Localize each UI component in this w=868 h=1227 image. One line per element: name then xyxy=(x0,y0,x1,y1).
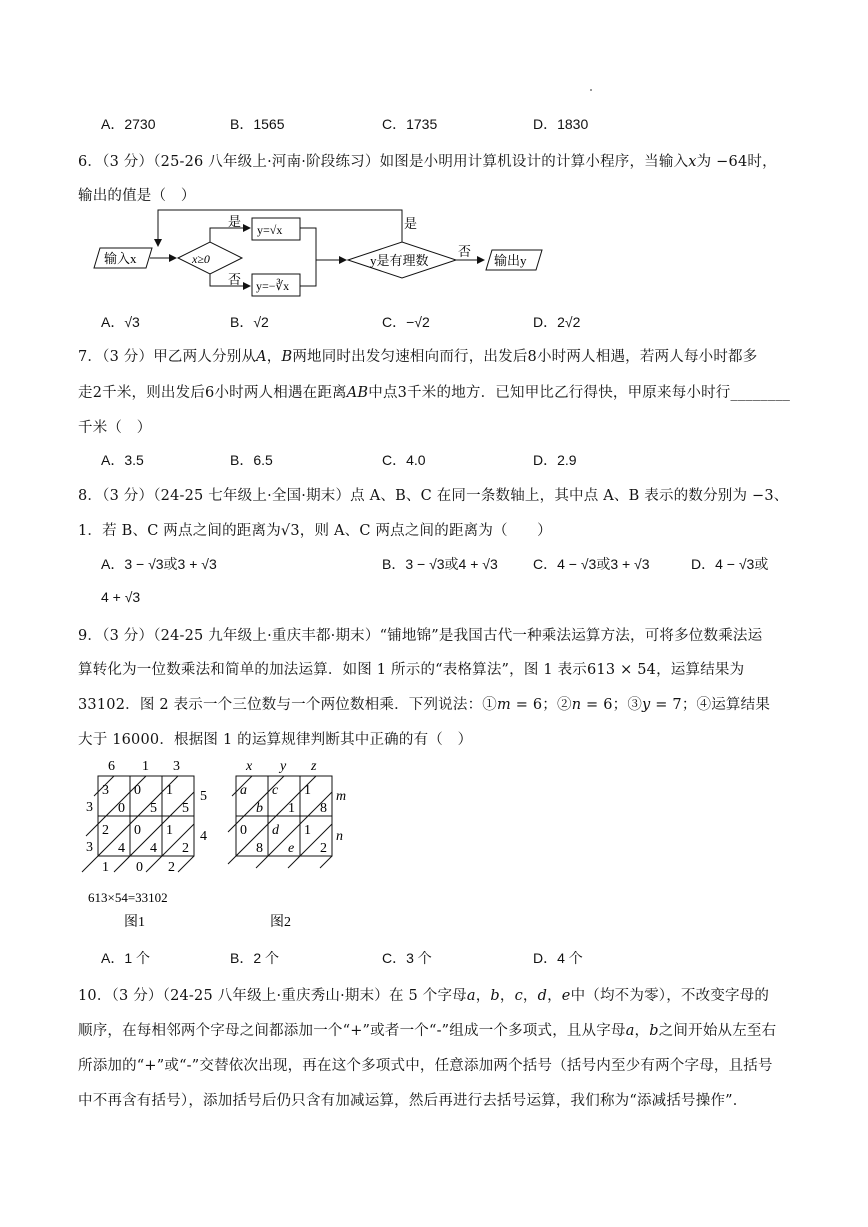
q9-text-line2: 算转化为一位数乘法和简单的加法运算．如图 1 所示的“表格算法”，图 1 表示613 × 54，运算结果为 xyxy=(78,662,745,678)
fig1-bottom-1: 1 xyxy=(102,860,109,875)
flow-cond2-label: y是有理数 xyxy=(370,253,429,268)
q10-text-line3: 所添加的“+”或“-”交替依次出现，再在这个多项式中，任意添加两个括号（括号内至少有两个字母，且括号 xyxy=(78,1058,773,1074)
q7-option-b[interactable]: B．6.5 xyxy=(230,452,273,468)
q7-text-line3: 千米（ ） xyxy=(78,420,152,436)
fig2-right-2: n xyxy=(336,829,343,844)
fig1-cell1-lo: 0 xyxy=(118,801,125,816)
q9-option-c[interactable]: C．3 个 xyxy=(382,950,432,966)
flow-no2-label: 否 xyxy=(458,244,472,259)
q5-option-d[interactable]: D．1830 xyxy=(533,116,589,132)
flow-no1-label: 否 xyxy=(228,272,242,287)
fig1-caption: 图1 xyxy=(124,915,145,930)
q9-option-a[interactable]: A．1 个 xyxy=(101,950,151,966)
q9-text-line4: 大于 16000．根据图 1 的运算规律判断其中正确的有（ ） xyxy=(78,732,473,748)
flow-yes2-label: 是 xyxy=(404,216,418,231)
flow-cond1-diamond xyxy=(178,242,242,274)
q9-option-b[interactable]: B．2 个 xyxy=(230,950,280,966)
fig1-right-1: 5 xyxy=(200,789,207,804)
fig2-cell6-hi: 1 xyxy=(304,823,311,838)
fig1-cell2-lo: 5 xyxy=(150,801,157,816)
q7-text-line1: 7．（3 分）甲乙两人分别从𝐴，𝐵两地同时出发匀速相向而行，出发后8小时两人相遇，若两人每小时都多 xyxy=(78,349,758,365)
fig1-cell3-lo: 5 xyxy=(182,801,189,816)
q6-option-b[interactable]: B．√2 xyxy=(230,314,269,330)
q8-text-line1: 8．（3 分）（24-25 七年级上·全国·期末）点 A、B、C 在同一条数轴上，其中点 A、B 表示的数分别为 −3、 xyxy=(78,488,789,504)
flow-input-label: 输入x xyxy=(104,251,137,266)
q9-figure2 xyxy=(226,756,366,936)
q9-figure1 xyxy=(80,756,220,936)
q8-text-line2: 1．若 B、C 两点之间的距离为√3，则 A、C 两点之间的距离为（ ） xyxy=(78,523,552,539)
fig2-cell4-hi: 0 xyxy=(240,823,247,838)
fig1-cell4-hi: 2 xyxy=(102,823,109,838)
q10-text-line1: 10．（3 分）（24-25 八年级上·重庆秀山·期末）在 5 个字母𝑎，𝑏，𝑐，𝑑，𝑒中（均不为零），不改变字母的 xyxy=(78,988,770,1004)
q8-option-b[interactable]: B．3 − √3或4 + √3 xyxy=(382,556,498,572)
q7-option-c[interactable]: C．4.0 xyxy=(382,452,426,468)
q8-option-c[interactable]: C．4 − √3或3 + √3 xyxy=(533,556,650,572)
fig2-cell1-hi: a xyxy=(240,783,247,798)
q8-option-d[interactable]: D．4 − √3或 xyxy=(691,556,769,572)
q6-option-c[interactable]: C．−√2 xyxy=(382,314,430,330)
fig1-cell6-hi: 1 xyxy=(166,823,173,838)
fig2-cell5-hi: d xyxy=(272,823,279,838)
fig2-cell3-hi: 1 xyxy=(304,783,311,798)
fig1-left-2: 3 xyxy=(86,840,93,855)
fig1-cell2-hi: 0 xyxy=(134,783,141,798)
fig2-cell2-lo: 1 xyxy=(288,801,295,816)
flow-output-label: 输出y xyxy=(494,253,527,268)
q5-option-a[interactable]: A．2730 xyxy=(101,116,156,132)
q6-text-line1: 6．（3 分）（25-26 八年级上·河南·阶段练习）如图是小明用计算机设计的计算小程序，当输入𝑥为 −64时， xyxy=(78,154,777,170)
fig1-bottom-2: 0 xyxy=(136,860,143,875)
fig2-right-1: m xyxy=(336,789,347,804)
q9-text-line3: 33102．图 2 表示一个三位数与一个两位数相乘．下列说法：①𝑚 = 6；②𝑛 = 6；③𝑦 = 7；④运算结果 xyxy=(78,697,771,713)
q8-option-d-cont: 4 + √3 xyxy=(101,589,141,605)
fig1-bottom-3: 2 xyxy=(168,860,175,875)
fig1-top-2: 1 xyxy=(142,759,149,774)
fig2-caption: 图2 xyxy=(270,915,291,930)
fig2-cell5-lo: e xyxy=(288,841,295,856)
fig2-top-3: z xyxy=(311,759,317,774)
fig2-cell6-lo: 2 xyxy=(320,841,327,856)
fig1-top-1: 6 xyxy=(108,759,115,774)
fig1-equation: 613×54=33102 xyxy=(88,890,168,905)
fig1-cell4-lo: 4 xyxy=(118,841,125,856)
fig2-top-1: x xyxy=(246,759,253,774)
flow-cbrt-label: y=−∛x xyxy=(256,279,290,293)
fig1-cell5-lo: 4 xyxy=(150,841,157,856)
fig1-cell1-hi: 3 xyxy=(102,783,109,798)
q10-text-line2: 顺序，在每相邻两个字母之间都添加一个“+”或者一个“-”组成一个多项式，且从字母𝑎，𝑏之间开始从左至右 xyxy=(78,1023,777,1039)
q7-text-line2: 走2千米，则出发后6小时两人相遇在距离𝐴𝐵中点3千米的地方．已知甲比乙行得快，甲原来每小时行________ xyxy=(78,385,791,401)
fig2-cell2-hi: c xyxy=(272,783,279,798)
fig2-cell3-lo: 8 xyxy=(320,801,327,816)
q7-option-d[interactable]: D．2.9 xyxy=(533,452,577,468)
q6-flowchart xyxy=(90,206,550,300)
q5-option-c[interactable]: C．1735 xyxy=(382,116,438,132)
q7-option-a[interactable]: A．3.5 xyxy=(101,452,144,468)
q8-option-a[interactable]: A．3 − √3或3 + √3 xyxy=(101,556,217,572)
q10-text-line4: 中不再含有括号），添加括号后仍只含有加减运算，然后再进行去括号运算，我们称为“添减括号操作”． xyxy=(78,1093,748,1109)
flow-cond1-label: x≥0 xyxy=(192,252,210,266)
fig2-cell1-lo: b xyxy=(256,801,263,816)
q9-option-d[interactable]: D．4 个 xyxy=(533,950,583,966)
q5-option-b[interactable]: B．1565 xyxy=(230,116,285,132)
fig1-top-3: 3 xyxy=(173,759,180,774)
fig1-cell3-hi: 1 xyxy=(166,783,173,798)
flow-sqrt-label: y=√x xyxy=(257,223,283,237)
q6-option-d[interactable]: D．2√2 xyxy=(533,314,581,330)
q6-text-line2: 输出的值是（ ） xyxy=(78,188,196,204)
fig2-top-2: y xyxy=(280,759,287,774)
flow-yes1-label: 是 xyxy=(228,214,242,229)
scan-dot xyxy=(590,89,592,91)
fig1-left-1: 3 xyxy=(86,800,93,815)
fig1-cell6-lo: 2 xyxy=(182,841,189,856)
fig1-right-2: 4 xyxy=(200,829,207,844)
q9-text-line1: 9．（3 分）（24-25 九年级上·重庆丰都·期末）“铺地锦”是我国古代一种乘法运算方法，可将多位数乘法运 xyxy=(78,628,763,644)
fig2-cell4-lo: 8 xyxy=(256,841,263,856)
q6-option-a[interactable]: A．√3 xyxy=(101,314,140,330)
fig1-cell5-hi: 0 xyxy=(134,823,141,838)
